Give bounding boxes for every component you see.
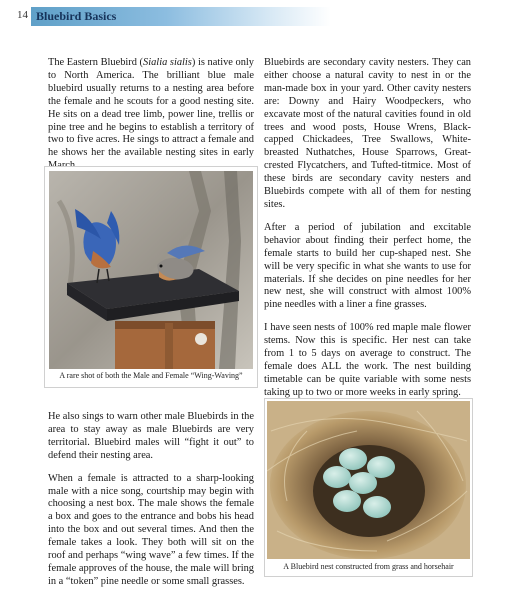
right-column [264, 57, 471, 410]
territory-paragraph: He also sings to warn other male Bluebirds in the area to stay away as male Bluebirds are very territorial. Bluebird males will “fight it out” to defend their nesting area. [48, 411, 254, 461]
intro-paragraph [48, 57, 254, 173]
scientific-name: Sialia sialis [143, 57, 192, 68]
courtship-paragraph: When a female is attracted to a sharp-looking male with a nice song, courtship may begin with choosing a nest box. The male shows the female a box and goes to the entrance and bobs his head into the box and out several times. And then the female takes a look. They both will sit on the roof and perhaps “wing wave” a few times. If the female approves of the house, the male will bring in a “token” pine needle or some small grasses. [48, 472, 254, 587]
figure-caption: A rare shot of both the Male and Female “Wing-Waving” [59, 371, 243, 380]
left-column-bottom [48, 411, 254, 599]
nest-photo [267, 401, 470, 559]
left-column-top [48, 57, 254, 183]
nest-photo-figure [264, 398, 473, 577]
intro-text-end: ) is native only to North America. The brilliant blue male bluebird usually returns to a nesting area before the female and he scouts for a good nesting site. He sits on a dead tree limb, power line, trellis or pine tree and he begins to establish a territory of two to five acres. He sings to attract a female and he shows her the available nesting sites in early [48, 57, 254, 159]
nest-building-paragraph: After a period of jubilation and excitable behavior about finding their perfect home, the female starts to build her cup-shaped nest. She will be very specific in what she wants to use for materials. If she decides on pine needles for her new nest, she will construct with almost 100% pine needles with a liner a fine grasses. [264, 221, 471, 311]
nest-timetable-paragraph: I have seen nests of 100% red maple male flower stems. Now this is specific. Her nest can take from 1 to 5 days on average to construct. The female does ALL the work. The nest building timetable can be quite variable with some nests taking up to two or more weeks in early spring. [264, 322, 471, 398]
bluebirds-photo [49, 171, 253, 369]
figure-caption: A Bluebird nest constructed from grass and horsehair [283, 562, 454, 571]
cavity-nesters-paragraph: Bluebirds are secondary cavity nesters. They can either choose a natural cavity to nest in or the man-made box in your yard. Other cavity nesters are: Downy and Hairy Woodpeckers, who excavate most of the natural cavities found in old trees and wood posts, House Wrens, Black-capped Chickadees, Tree Swallows, White-breasted Nuthatches, House Sparrows, Great-crested Flycatchers, and Tufted-titmice. Most of these birds are secondary cavity nesters and Bluebirds compete with all of them for nesting sites. [264, 57, 471, 210]
page-number: 14 [17, 9, 28, 21]
intro-text-start: The Eastern Bluebird ( [48, 57, 144, 68]
page-header [0, 0, 510, 32]
section-title: Bluebird Basics [36, 9, 117, 23]
bird-photo-figure [44, 166, 258, 388]
